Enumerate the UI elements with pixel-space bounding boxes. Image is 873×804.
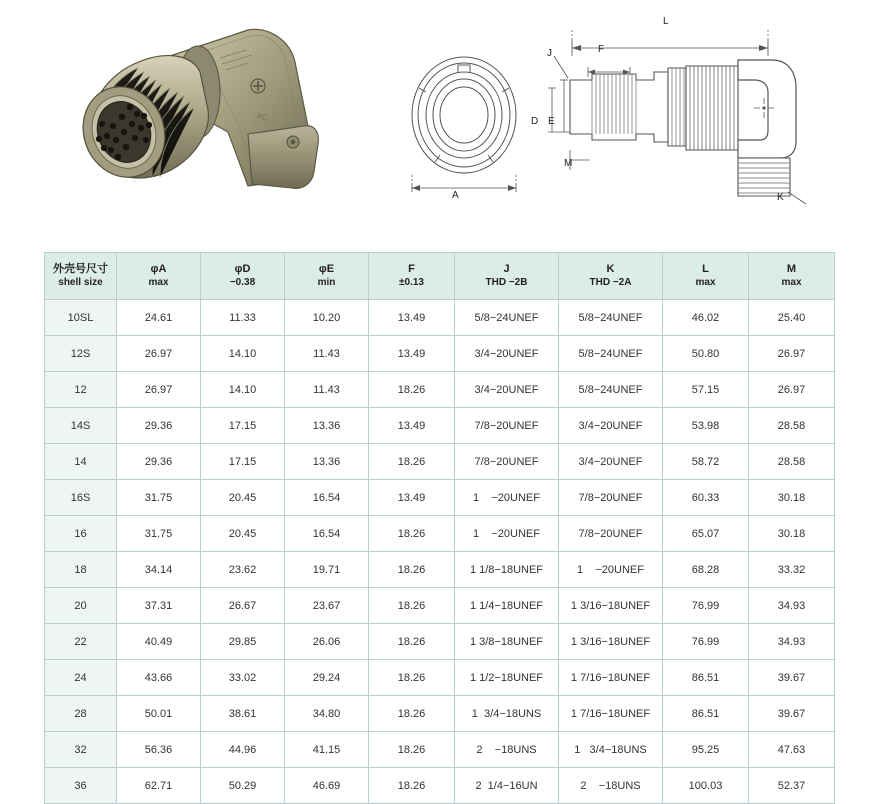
cell-value: 40.49 [117, 624, 201, 660]
cell-value: 60.33 [663, 480, 749, 516]
cell-value: 14.10 [201, 372, 285, 408]
cell-value: 34.80 [285, 696, 369, 732]
cell-shell-size: 24 [45, 660, 117, 696]
cell-shell-size: 18 [45, 552, 117, 588]
col-header-d: φD −0.38 [201, 253, 285, 300]
table-row [45, 552, 835, 588]
cell-value: 18.26 [369, 444, 455, 480]
cell-value: 2 1/4−16UN [455, 768, 559, 804]
cell-value: 10.20 [285, 300, 369, 336]
cell-value: 46.69 [285, 768, 369, 804]
side-view-dim-label-F: F [598, 44, 605, 55]
cell-value: 13.49 [369, 300, 455, 336]
cell-value: 25.40 [749, 300, 835, 336]
cell-value: 5/8−24UNEF [559, 300, 663, 336]
cell-value: 1 −20UNEF [559, 552, 663, 588]
cell-value: 26.97 [749, 336, 835, 372]
cell-value: 7/8−20UNEF [559, 516, 663, 552]
cell-value: 33.32 [749, 552, 835, 588]
table-row [45, 624, 835, 660]
cell-shell-size: 14 [45, 444, 117, 480]
cell-value: 33.02 [201, 660, 285, 696]
cell-value: 1 1/4−18UNEF [455, 588, 559, 624]
cell-value: 18.26 [369, 516, 455, 552]
cell-value: 76.99 [663, 624, 749, 660]
cell-value: 62.71 [117, 768, 201, 804]
cell-value: 17.15 [201, 408, 285, 444]
table-row [45, 660, 835, 696]
cell-value: 1 3/4−18UNS [559, 732, 663, 768]
cell-value: 50.01 [117, 696, 201, 732]
table-header-row [45, 253, 835, 300]
side-view-dim-label-E: E [548, 116, 555, 127]
cell-value: 76.99 [663, 588, 749, 624]
cell-value: 1 3/8−18UNEF [455, 624, 559, 660]
cell-value: 3/4−20UNEF [559, 408, 663, 444]
cell-shell-size: 12 [45, 372, 117, 408]
cell-value: 11.43 [285, 336, 369, 372]
col-header-j: J THD −2B [455, 253, 559, 300]
cell-value: 46.02 [663, 300, 749, 336]
table-row [45, 300, 835, 336]
cell-value: 18.26 [369, 660, 455, 696]
cell-value: 18.26 [369, 372, 455, 408]
table-row [45, 516, 835, 552]
cell-value: 18.26 [369, 696, 455, 732]
side-view-dim-label-D: D [531, 116, 539, 127]
cell-value: 52.37 [749, 768, 835, 804]
side-view-dim-label-K: K [777, 192, 784, 203]
cell-value: 24.61 [117, 300, 201, 336]
cell-shell-size: 10SL [45, 300, 117, 336]
cell-value: 13.49 [369, 336, 455, 372]
side-view-dim-label-L: L [663, 16, 669, 27]
cell-value: 2 −18UNS [559, 768, 663, 804]
cell-value: 16.54 [285, 480, 369, 516]
col-header-shell-size: 外壳号尺寸 shell size [45, 253, 117, 300]
cell-value: 18.26 [369, 552, 455, 588]
cell-value: 1 −20UNEF [455, 480, 559, 516]
cell-value: 68.28 [663, 552, 749, 588]
cell-value: 13.36 [285, 444, 369, 480]
side-view-dim-label-J: J [547, 48, 552, 59]
table-row [45, 768, 835, 804]
cell-value: 57.15 [663, 372, 749, 408]
cell-value: 50.29 [201, 768, 285, 804]
table-row [45, 444, 835, 480]
cell-value: 53.98 [663, 408, 749, 444]
cell-value: 1 3/4−18UNS [455, 696, 559, 732]
col-header-a: φA max [117, 253, 201, 300]
cell-value: 7/8−20UNEF [455, 444, 559, 480]
col-header-l: L max [663, 253, 749, 300]
table-row [45, 408, 835, 444]
cell-value: 20.45 [201, 516, 285, 552]
table-row [45, 336, 835, 372]
cell-value: 34.14 [117, 552, 201, 588]
cell-value: 39.67 [749, 660, 835, 696]
front-view-drawing [400, 20, 540, 220]
dimension-table-wrap [44, 252, 834, 804]
cell-value: 50.80 [663, 336, 749, 372]
cell-value: 43.66 [117, 660, 201, 696]
cell-value: 26.67 [201, 588, 285, 624]
side-view-drawing [540, 10, 860, 225]
cell-value: 7/8−20UNEF [455, 408, 559, 444]
table-row [45, 480, 835, 516]
cell-value: 3/4−20UNEF [455, 372, 559, 408]
cell-value: 1 −20UNEF [455, 516, 559, 552]
cell-value: 26.06 [285, 624, 369, 660]
cell-value: 5/8−24UNEF [559, 336, 663, 372]
cell-value: 18.26 [369, 624, 455, 660]
cell-value: 14.10 [201, 336, 285, 372]
cell-value: 95.25 [663, 732, 749, 768]
front-view-dim-label-A: A [452, 190, 459, 201]
cell-value: 37.31 [117, 588, 201, 624]
cell-value: 13.49 [369, 480, 455, 516]
cell-value: 26.97 [117, 372, 201, 408]
cell-value: 34.93 [749, 588, 835, 624]
cell-value: 30.18 [749, 480, 835, 516]
cell-value: 20.45 [201, 480, 285, 516]
col-header-m: M max [749, 253, 835, 300]
cell-value: 16.54 [285, 516, 369, 552]
cell-value: 28.58 [749, 408, 835, 444]
cell-value: 23.67 [285, 588, 369, 624]
illustration-area [0, 0, 873, 236]
cell-value: 5/8−24UNEF [559, 372, 663, 408]
cell-value: 31.75 [117, 516, 201, 552]
cell-value: 86.51 [663, 660, 749, 696]
table-row [45, 732, 835, 768]
cell-value: 26.97 [117, 336, 201, 372]
side-view-dim-label-M: M [564, 158, 573, 169]
cell-value: 3/4−20UNEF [559, 444, 663, 480]
cell-value: 18.26 [369, 732, 455, 768]
cell-value: 7/8−20UNEF [559, 480, 663, 516]
cell-value: 26.97 [749, 372, 835, 408]
cell-shell-size: 16S [45, 480, 117, 516]
cell-value: 17.15 [201, 444, 285, 480]
cell-shell-size: 22 [45, 624, 117, 660]
cell-value: 29.36 [117, 408, 201, 444]
cell-value: 34.93 [749, 624, 835, 660]
cell-value: 1 3/16−18UNEF [559, 588, 663, 624]
col-header-f: F ±0.13 [369, 253, 455, 300]
connector-photo [52, 14, 322, 194]
table-row [45, 588, 835, 624]
cell-value: 44.96 [201, 732, 285, 768]
cell-shell-size: 32 [45, 732, 117, 768]
cell-value: 18.26 [369, 768, 455, 804]
cell-value: 19.71 [285, 552, 369, 588]
col-header-k: K THD −2A [559, 253, 663, 300]
cell-value: 11.43 [285, 372, 369, 408]
cell-value: 23.62 [201, 552, 285, 588]
cell-shell-size: 20 [45, 588, 117, 624]
cell-shell-size: 14S [45, 408, 117, 444]
cell-value: 1 7/16−18UNEF [559, 696, 663, 732]
cell-value: 58.72 [663, 444, 749, 480]
cell-value: 28.58 [749, 444, 835, 480]
cell-value: 86.51 [663, 696, 749, 732]
cell-value: 1 3/16−18UNEF [559, 624, 663, 660]
cell-value: 47.63 [749, 732, 835, 768]
svg-text:XC: XC [255, 111, 269, 123]
cell-value: 18.26 [369, 588, 455, 624]
cell-value: 56.36 [117, 732, 201, 768]
cell-value: 3/4−20UNEF [455, 336, 559, 372]
cell-value: 39.67 [749, 696, 835, 732]
cell-value: 38.61 [201, 696, 285, 732]
cell-value: 65.07 [663, 516, 749, 552]
cell-value: 1 1/8−18UNEF [455, 552, 559, 588]
table-body [45, 300, 835, 804]
cell-value: 41.15 [285, 732, 369, 768]
cell-value: 2 −18UNS [455, 732, 559, 768]
cell-shell-size: 28 [45, 696, 117, 732]
table-row [45, 372, 835, 408]
cell-value: 11.33 [201, 300, 285, 336]
cell-value: 13.36 [285, 408, 369, 444]
cell-shell-size: 16 [45, 516, 117, 552]
cell-value: 13.49 [369, 408, 455, 444]
cell-value: 29.36 [117, 444, 201, 480]
col-header-e: φE min [285, 253, 369, 300]
cell-value: 1 1/2−18UNEF [455, 660, 559, 696]
cell-value: 29.85 [201, 624, 285, 660]
cell-value: 1 7/16−18UNEF [559, 660, 663, 696]
cell-shell-size: 12S [45, 336, 117, 372]
cell-value: 100.03 [663, 768, 749, 804]
cell-value: 5/8−24UNEF [455, 300, 559, 336]
cell-value: 29.24 [285, 660, 369, 696]
cell-shell-size: 36 [45, 768, 117, 804]
table-row [45, 696, 835, 732]
cell-value: 30.18 [749, 516, 835, 552]
dimension-table [44, 252, 835, 804]
cell-value: 31.75 [117, 480, 201, 516]
